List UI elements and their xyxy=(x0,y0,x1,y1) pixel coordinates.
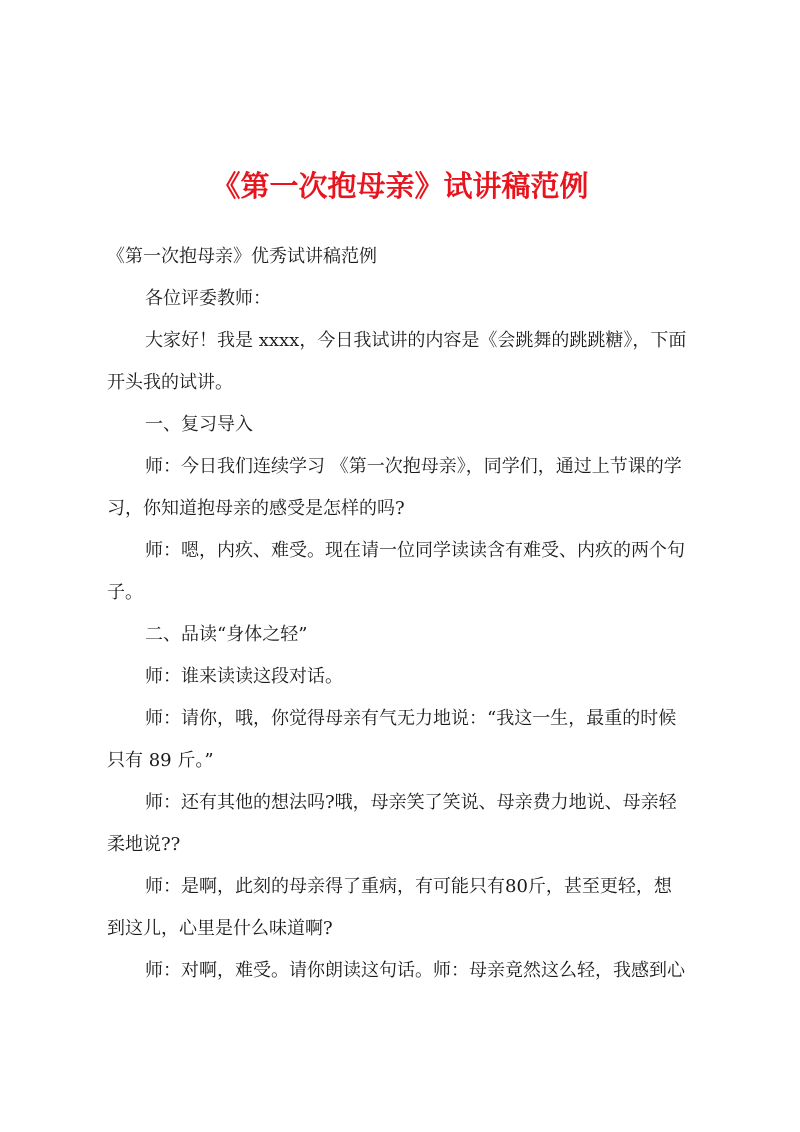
paragraph-line: 大家好！我是 xxxx，今日我试讲的内容是《会跳舞的跳跳糖》，下面 xyxy=(145,330,687,351)
paragraph-line: 到这儿，心里是什么味道啊? xyxy=(107,918,333,939)
paragraph-line: 《第一次抱母亲》优秀试讲稿范例 xyxy=(107,246,377,267)
paragraph-line: 各位评委教师： xyxy=(145,288,271,309)
paragraph-line: 师：嗯，内疚、难受。现在请一位同学读读含有难受、内疚的两个句 xyxy=(145,540,685,561)
paragraph-line: 师：谁来读读这段对话。 xyxy=(145,666,343,687)
paragraph-line: 只有 89 斤。” xyxy=(107,750,214,771)
paragraph-line: 开头我的试讲。 xyxy=(107,372,233,393)
paragraph-line: 一、复习导入 xyxy=(145,414,253,435)
paragraph-line: 子。 xyxy=(107,582,143,603)
paragraph-line: 柔地说?? xyxy=(107,834,181,855)
paragraph-line: 师：还有其他的想法吗?哦，母亲笑了笑说、母亲费力地说、母亲轻 xyxy=(145,792,677,813)
paragraph-line: 师：今日我们连续学习 《第一次抱母亲》，同学们，通过上节课的学 xyxy=(145,456,682,477)
paragraph-line: 师：是啊，此刻的母亲得了重病，有可能只有80斤，甚至更轻，想 xyxy=(145,876,672,897)
paragraph-line: 习，你知道抱母亲的感受是怎样的吗? xyxy=(107,498,405,519)
paragraph-line: 二、品读“身体之轻” xyxy=(145,624,308,645)
paragraph-line: 师：对啊，难受。请你朗读这句话。师：母亲竟然这么轻，我感到心 xyxy=(145,960,685,981)
paragraph-line: 师：请你，哦，你觉得母亲有气无力地说：“我这一生，最重的时候 xyxy=(145,708,677,729)
document-title: 《第一次抱母亲》试讲稿范例 xyxy=(211,169,589,203)
